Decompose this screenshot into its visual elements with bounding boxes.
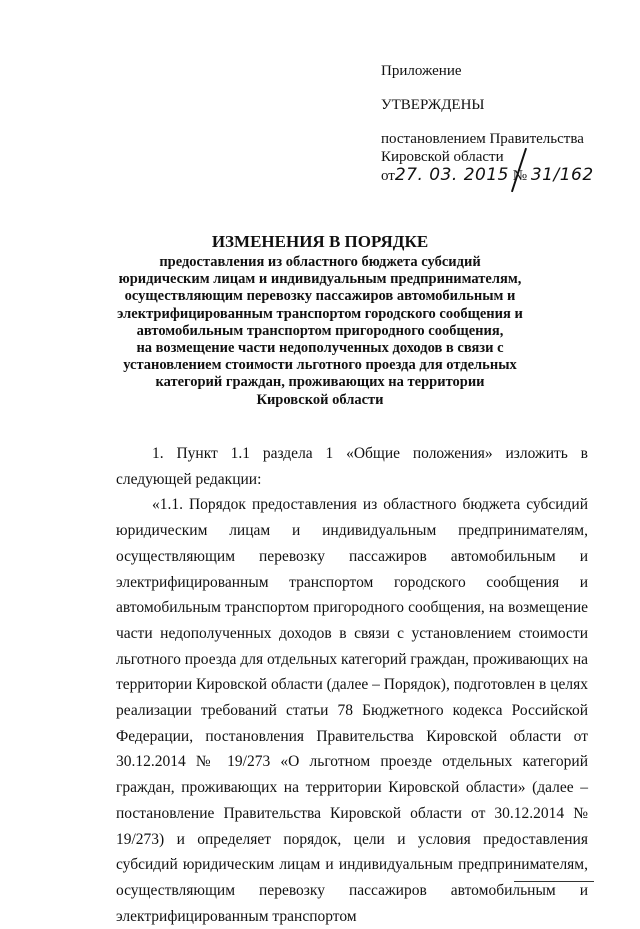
resolution-label: постановлением Правительства xyxy=(381,131,584,147)
title-line: осуществляющим перевозку пассажиров автомобильным и xyxy=(124,288,516,305)
number-prefix: № xyxy=(512,168,528,184)
appendix-label: Приложение xyxy=(381,63,462,79)
approved-label: УТВЕРЖДЕНЫ xyxy=(381,97,485,113)
document-body xyxy=(116,441,588,929)
title-line: юридическим лицам и индивидуальным предпринимателям, xyxy=(118,271,522,288)
title-line: автомобильным транспортом пригородного сообщения, xyxy=(136,322,504,339)
title-subtitle xyxy=(110,254,530,409)
title-line: категорий граждан, проживающих на территории xyxy=(155,374,485,391)
date-prefix: от xyxy=(381,168,395,184)
title-main: ИЗМЕНЕНИЯ В ПОРЯДКЕ xyxy=(211,232,429,251)
region-label: Кировской области xyxy=(381,149,504,165)
document-title xyxy=(110,232,530,409)
page-edge-rule xyxy=(514,881,594,882)
approval-block xyxy=(381,62,594,185)
date-number-line xyxy=(381,166,594,185)
title-line: на возмещение части недополученных доходов в связи с xyxy=(136,340,504,357)
title-line: электрифицированным транспортом городского сообщения и xyxy=(117,305,523,322)
title-line: Кировской области xyxy=(256,391,384,408)
handwritten-number: 31/162 xyxy=(530,165,594,185)
paragraph-2: «1.1. Порядок предоставления из областного бюджета субсидий юридическим лицам и индивидуальным предпринимателям, осуществляющим перевозку пассажиров автомобильным и электрифицированным транспортом городского сообщения и автомобильным транспортом пригородного сообщения, на возмещение части недополученных доходов в связи с установлением стоимости льготного проезда для отдельных категорий граждан, проживающих на территории Кировской области (далее – Порядок), подготовлен в целях реализации требований статьи 78 Бюджетного кодекса Российской Федерации, постановления Правительства Кировской области от 30.12.2014 № 19/273 «О льготном проезде отдельных категорий граждан, проживающих на территории Кировской области» (далее – постановление Правительства Кировской области от 30.12.2014 № 19/273) и определяет порядок, цели и условия предоставления субсидий юридическим лицам и индивидуальным предпринимателям, осуществляющим перевозку пассажиров автомобильным и электрифицированным транспортом xyxy=(116,496,588,925)
title-line: предоставления из областного бюджета субсидий xyxy=(159,254,481,270)
title-line: установлением стоимости льготного проезда для отдельных xyxy=(123,357,517,374)
paragraph-1: 1. Пункт 1.1 раздела 1 «Общие положения» изложить в следующей редакции: xyxy=(116,445,588,488)
handwritten-date: 27. 03. 2015 xyxy=(394,165,510,185)
